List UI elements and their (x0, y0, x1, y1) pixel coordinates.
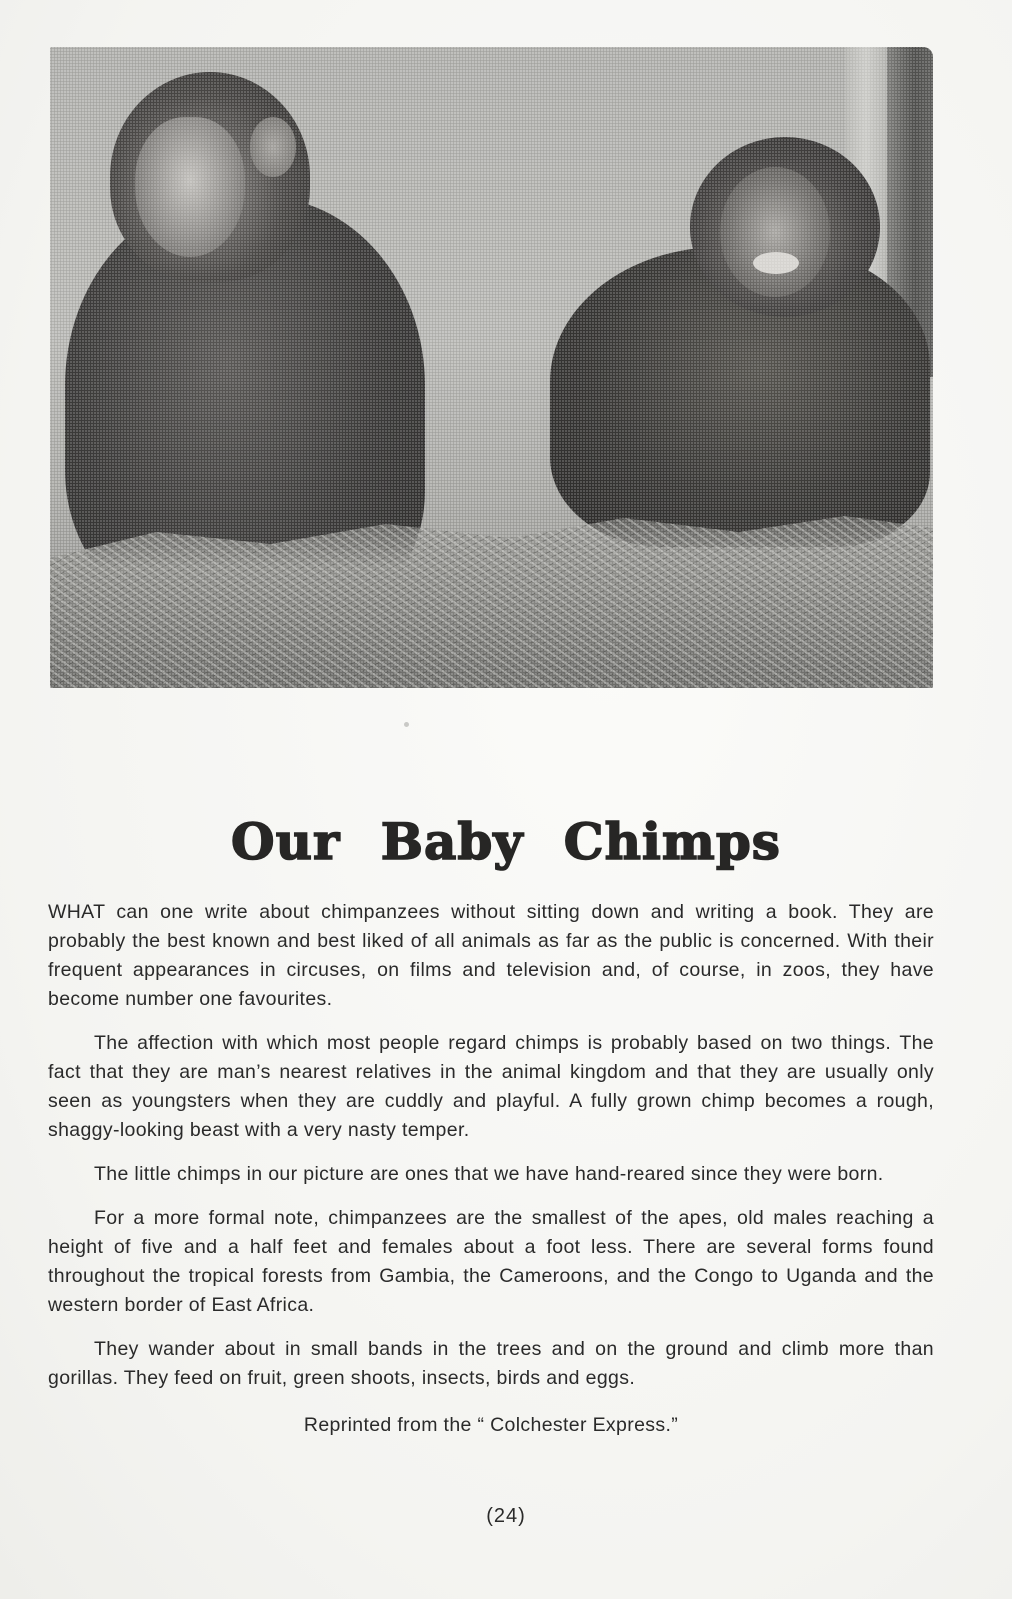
chimps-photo (50, 47, 933, 688)
paragraph-hand-reared: The little chimps in our picture are ones that we have hand-reared since they were born. (94, 1163, 884, 1185)
right-chimp-face (720, 167, 830, 297)
left-chimp-ear (250, 117, 296, 177)
paragraph-intro: WHAT can one write about chimpanzees without sitting down and writing a book. They are probably the best known and best liked of all animals as far as the public is concerned. With their frequent appearances in circuses, on films and television and, of course, in zoos, they have become number one favourites. (48, 901, 934, 1010)
paragraph-formal-note: For a more formal note, chimpanzees are the smallest of the apes, old males reaching a height of five and a half feet and females about a foot less. There are several forms found throughout the tropical forests from Gambia, the Cameroons, and the Congo to Uganda and the western border of East Africa. (48, 1207, 934, 1316)
article-body (48, 898, 934, 1455)
article-title: Our Baby Chimps (231, 812, 781, 871)
left-chimp-face (135, 117, 245, 257)
paragraph-habits: They wander about in small bands in the trees and on the ground and climb more than gorillas. They feed on fruit, green shoots, insects, birds and eggs. (48, 1338, 934, 1389)
right-chimp-mouth (753, 252, 799, 274)
paper-speck (404, 722, 409, 727)
reprint-credit: Reprinted from the “ Colchester Express.” (303, 1414, 679, 1436)
paragraph-affection: The affection with which most people regard chimps is probably based on two things. The fact that they are man’s nearest relatives in the animal kingdom and that they are usually only seen as youngsters when they are cuddly and playful. A fully grown chimp becomes a rough, shaggy-looking beast with a very nasty temper. (48, 1032, 934, 1141)
page-number: (24) (486, 1505, 526, 1527)
